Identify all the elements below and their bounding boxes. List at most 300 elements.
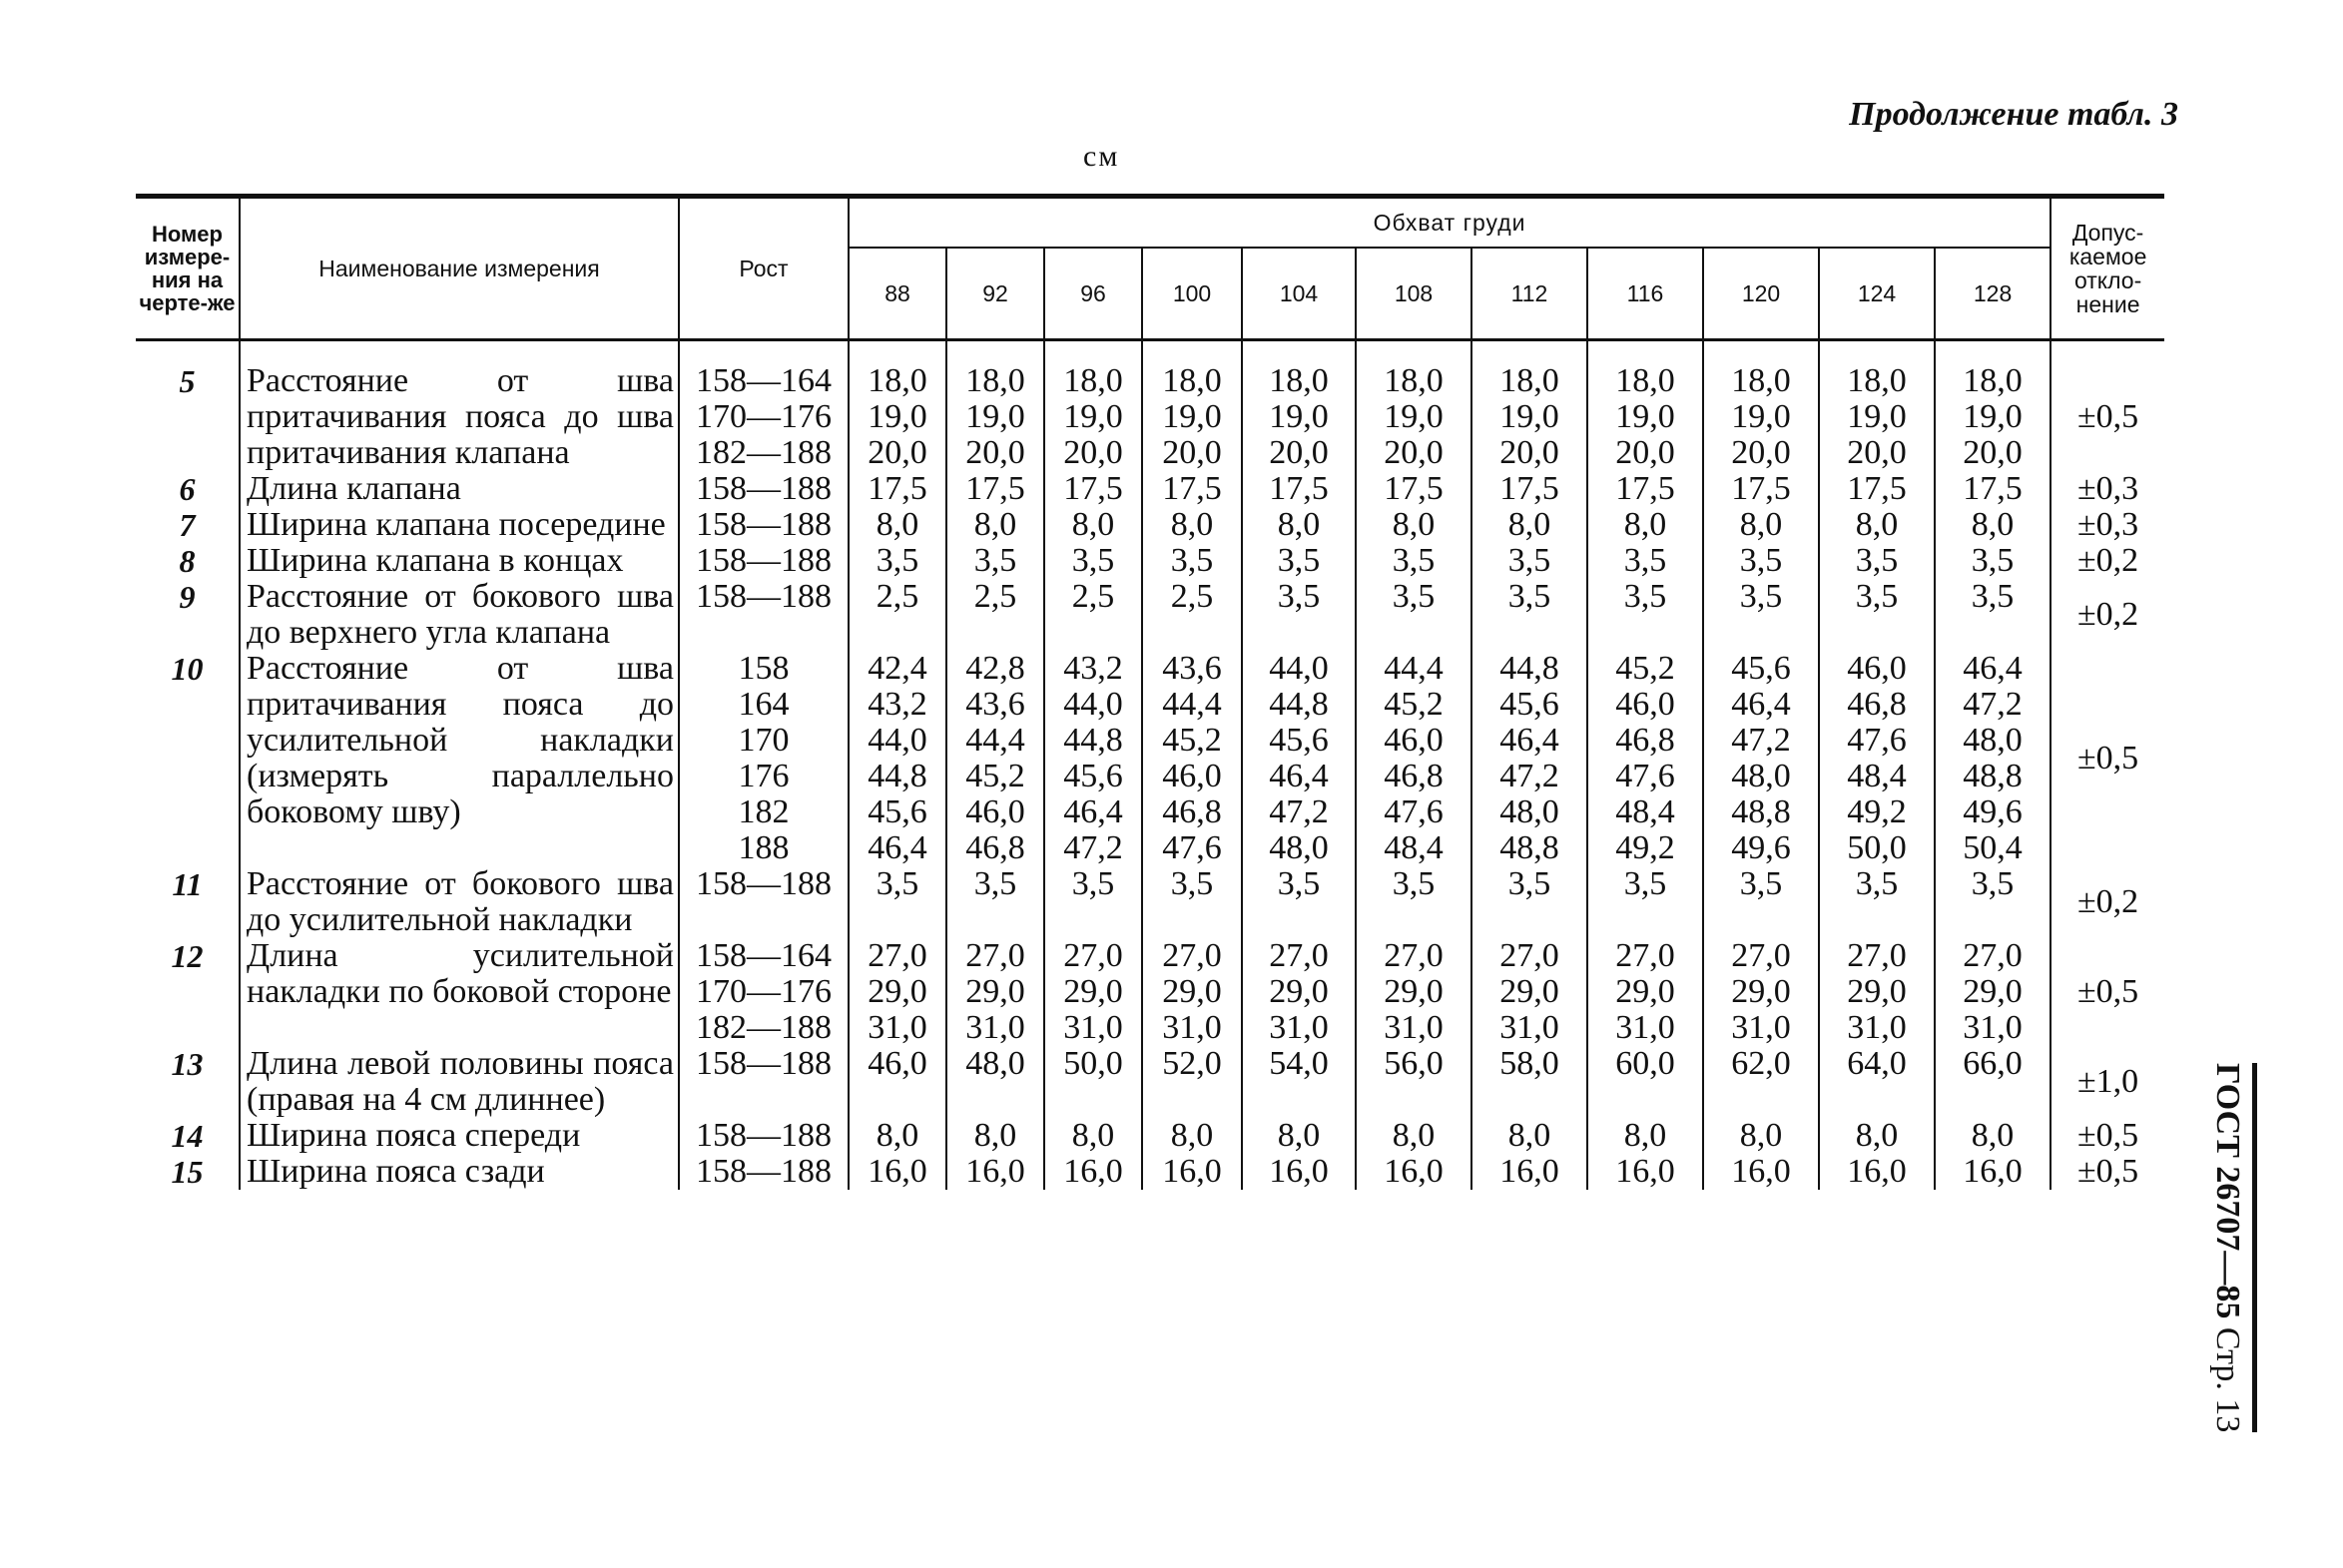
measurement-name: Ширина клапана в концах	[240, 543, 679, 579]
value-cell	[946, 579, 1044, 651]
row-number: 5	[179, 363, 196, 399]
measurement-value: 19,0	[1063, 398, 1123, 435]
value-cell	[1044, 866, 1142, 938]
value-cell	[1471, 471, 1587, 507]
measurement-value: 44,0	[1269, 650, 1329, 687]
table-row	[136, 543, 2164, 579]
height-cell	[679, 866, 849, 938]
measurement-value: 29,0	[1063, 973, 1123, 1010]
value-cell	[1819, 543, 1935, 579]
height-value: 158—188	[696, 506, 832, 543]
height-value: 158—188	[696, 865, 832, 902]
measurement-value: 18,0	[1847, 362, 1907, 399]
measurement-value: 3,5	[1623, 865, 1667, 902]
measurement-value: 46,8	[1384, 758, 1444, 794]
value-cell	[1587, 471, 1703, 507]
measurement-name: Ширина пояса сзади	[240, 1154, 679, 1192]
measurement-value: 17,5	[1847, 470, 1907, 507]
value-cell	[1471, 579, 1587, 651]
tolerance-value: ±0,5	[2050, 651, 2164, 866]
measurement-value: 20,0	[868, 434, 927, 471]
value-cell	[1356, 340, 1471, 472]
tolerance-value: ±0,5	[2050, 938, 2164, 1046]
measurement-name: Длина клапана	[240, 471, 679, 507]
measurement-value: 43,2	[1063, 650, 1123, 687]
value-cell	[1356, 1046, 1471, 1118]
height-value: 158—188	[696, 542, 832, 579]
measurement-value: 3,5	[1739, 578, 1783, 615]
value-cell	[1471, 1154, 1587, 1192]
row-number: 8	[179, 543, 196, 579]
measurement-value: 48,0	[1963, 722, 2023, 759]
height-value: 158—188	[696, 470, 832, 507]
value-cell	[1819, 471, 1935, 507]
measurement-value: 50,0	[1063, 1045, 1123, 1082]
value-cell	[1142, 938, 1242, 1046]
row-number: 13	[171, 1046, 204, 1082]
measurement-value: 3,5	[1623, 542, 1667, 579]
value-cell	[849, 543, 946, 579]
measurement-value: 48,4	[1847, 758, 1907, 794]
table-row	[136, 1046, 2164, 1118]
chest-size-header: 92	[946, 248, 1044, 340]
measurement-value: 48,8	[1963, 758, 2023, 794]
value-cell	[1471, 1046, 1587, 1118]
height-cell	[679, 651, 849, 866]
height-cell	[679, 340, 849, 472]
measurement-value: 47,2	[1063, 829, 1123, 866]
value-cell	[1703, 866, 1819, 938]
measurement-value: 20,0	[1847, 434, 1907, 471]
measurement-value: 20,0	[1615, 434, 1675, 471]
value-cell	[1471, 866, 1587, 938]
measurement-value: 19,0	[1499, 398, 1559, 435]
measurement-value: 47,6	[1847, 722, 1907, 759]
height-cell	[679, 543, 849, 579]
measurement-value: 43,2	[868, 686, 927, 723]
chest-group-header: Обхват груди	[849, 197, 2050, 249]
value-cell	[946, 543, 1044, 579]
measurement-value: 20,0	[1731, 434, 1791, 471]
measurement-value: 3,5	[1170, 542, 1214, 579]
tolerance-value: ±0,2	[2050, 543, 2164, 579]
measurement-value: 8,0	[1277, 506, 1321, 543]
measurement-value: 3,5	[1855, 542, 1899, 579]
measurement-value: 3,5	[1855, 865, 1899, 902]
height-value: 182	[738, 793, 790, 830]
measurement-value: 16,0	[1615, 1153, 1675, 1190]
measurement-value: 45,6	[1269, 722, 1329, 759]
measurement-value: 20,0	[965, 434, 1025, 471]
value-cell	[1819, 579, 1935, 651]
height-value: 158—188	[696, 1045, 832, 1082]
measurement-value: 20,0	[1384, 434, 1444, 471]
measurement-value: 29,0	[1847, 973, 1907, 1010]
measurement-value: 17,5	[1731, 470, 1791, 507]
measurement-value: 54,0	[1269, 1045, 1329, 1082]
value-cell	[1356, 1154, 1471, 1192]
measurement-value: 44,4	[1162, 686, 1222, 723]
measurement-value: 3,5	[1507, 542, 1551, 579]
chest-size-header: 116	[1587, 248, 1703, 340]
measurement-value: 52,0	[1162, 1045, 1222, 1082]
value-cell	[1142, 340, 1242, 472]
height-value: 158—188	[696, 578, 832, 615]
measurement-value: 3,5	[1392, 578, 1436, 615]
value-cell	[1242, 1118, 1356, 1154]
measurement-value: 8,0	[1507, 506, 1551, 543]
measurement-value: 18,0	[1963, 362, 2023, 399]
value-cell	[1142, 471, 1242, 507]
measurement-value: 29,0	[1731, 973, 1791, 1010]
measurement-value: 29,0	[868, 973, 927, 1010]
value-cell	[1242, 507, 1356, 543]
measurement-value: 29,0	[1162, 973, 1222, 1010]
measurement-value: 17,5	[1963, 470, 2023, 507]
measurement-value: 20,0	[1269, 434, 1329, 471]
row-number: 14	[171, 1118, 204, 1154]
measurement-value: 46,0	[1847, 650, 1907, 687]
value-cell	[1935, 938, 2050, 1046]
measurement-name: Ширина клапана посередине	[240, 507, 679, 543]
measurement-value: 44,8	[1269, 686, 1329, 723]
measurement-value: 17,5	[1384, 470, 1444, 507]
measurement-value: 31,0	[1269, 1009, 1329, 1046]
measurement-value: 3,5	[1623, 578, 1667, 615]
measurement-value: 8,0	[1623, 1117, 1667, 1154]
tolerance-value: ±0,2	[2050, 866, 2164, 938]
value-cell	[1044, 1154, 1142, 1192]
measurement-value: 46,0	[1615, 686, 1675, 723]
measurement-value: 45,2	[1615, 650, 1675, 687]
measurement-value: 3,5	[1971, 865, 2015, 902]
measurement-value: 8,0	[1855, 506, 1899, 543]
measurement-value: 64,0	[1847, 1045, 1907, 1082]
measurement-value: 3,5	[876, 542, 919, 579]
measurement-value: 45,2	[1384, 686, 1444, 723]
measurement-value: 8,0	[1071, 506, 1115, 543]
value-cell	[1356, 866, 1471, 938]
value-cell	[1703, 1154, 1819, 1192]
height-value: 158—164	[696, 937, 832, 974]
measurement-value: 3,5	[1071, 865, 1115, 902]
value-cell	[1587, 651, 1703, 866]
value-cell	[1819, 866, 1935, 938]
value-cell	[946, 866, 1044, 938]
measurement-value: 46,8	[965, 829, 1025, 866]
height-value: 182—188	[696, 1009, 832, 1046]
measurement-value: 48,0	[965, 1045, 1025, 1082]
measurement-value: 18,0	[1731, 362, 1791, 399]
measurement-value: 19,0	[1162, 398, 1222, 435]
measurement-value: 19,0	[1269, 398, 1329, 435]
value-cell	[1356, 651, 1471, 866]
chest-size-header: 100	[1142, 248, 1242, 340]
value-cell	[1819, 1154, 1935, 1192]
measurement-value: 17,5	[868, 470, 927, 507]
value-cell	[1242, 543, 1356, 579]
measurement-value: 19,0	[1963, 398, 2023, 435]
measurement-value: 48,4	[1615, 793, 1675, 830]
measurement-value: 3,5	[1392, 865, 1436, 902]
measurement-value: 46,0	[1384, 722, 1444, 759]
measurement-value: 19,0	[1384, 398, 1444, 435]
measurement-value: 3,5	[1739, 542, 1783, 579]
measurement-value: 47,2	[1731, 722, 1791, 759]
measurement-value: 31,0	[1499, 1009, 1559, 1046]
value-cell	[1587, 1154, 1703, 1192]
measurement-value: 31,0	[1963, 1009, 2023, 1046]
tolerance-value: ±1,0	[2050, 1046, 2164, 1118]
measurement-value: 45,6	[868, 793, 927, 830]
tolerance-value: ±0,5	[2050, 1154, 2164, 1192]
value-cell	[849, 651, 946, 866]
measurement-value: 45,2	[965, 758, 1025, 794]
measurement-value: 8,0	[1277, 1117, 1321, 1154]
measurement-value: 45,6	[1063, 758, 1123, 794]
measurement-value: 8,0	[1071, 1117, 1115, 1154]
measurement-value: 27,0	[1847, 937, 1907, 974]
measurement-value: 3,5	[876, 865, 919, 902]
measurement-value: 42,4	[868, 650, 927, 687]
value-cell	[849, 340, 946, 472]
value-cell	[946, 1154, 1044, 1192]
measurement-value: 49,6	[1731, 829, 1791, 866]
measurement-value: 17,5	[1162, 470, 1222, 507]
measurement-value: 16,0	[1269, 1153, 1329, 1190]
value-cell	[1587, 543, 1703, 579]
value-cell	[1935, 1046, 2050, 1118]
measurement-value: 45,6	[1731, 650, 1791, 687]
tolerance-value: ±0,2	[2050, 579, 2164, 651]
value-cell	[1142, 543, 1242, 579]
measurement-value: 47,2	[1269, 793, 1329, 830]
measurement-value: 27,0	[1384, 937, 1444, 974]
value-cell	[1471, 1118, 1587, 1154]
measurement-value: 8,0	[876, 506, 919, 543]
measurement-value: 20,0	[1499, 434, 1559, 471]
measurement-value: 46,0	[868, 1045, 927, 1082]
measurement-value: 17,5	[965, 470, 1025, 507]
value-cell	[1703, 651, 1819, 866]
measurement-value: 2,5	[876, 578, 919, 615]
measurement-value: 49,6	[1963, 793, 2023, 830]
value-cell	[1142, 1154, 1242, 1192]
measurement-value: 58,0	[1499, 1045, 1559, 1082]
measurement-value: 31,0	[1847, 1009, 1907, 1046]
height-cell	[679, 1046, 849, 1118]
measurement-name: Расстояние от шва притачивания пояса до шва притачивания клапана	[240, 340, 679, 472]
measurement-value: 19,0	[965, 398, 1025, 435]
measurement-value: 46,4	[1731, 686, 1791, 723]
chest-size-header: 124	[1819, 248, 1935, 340]
value-cell	[946, 1046, 1044, 1118]
measurement-value: 20,0	[1162, 434, 1222, 471]
measurement-value: 16,0	[1499, 1153, 1559, 1190]
value-cell	[849, 471, 946, 507]
measurement-value: 50,4	[1963, 829, 2023, 866]
measurement-value: 44,8	[1499, 650, 1559, 687]
measurement-value: 8,0	[1739, 506, 1783, 543]
height-cell	[679, 1154, 849, 1192]
measurement-value: 47,6	[1162, 829, 1222, 866]
value-cell	[1819, 938, 1935, 1046]
standard-number: ГОСТ 26707—85	[2209, 1063, 2246, 1319]
row-number: 9	[179, 579, 196, 615]
measurement-value: 60,0	[1615, 1045, 1675, 1082]
value-cell	[1356, 471, 1471, 507]
measurement-value: 44,4	[1384, 650, 1444, 687]
measurement-name: Ширина пояса спереди	[240, 1118, 679, 1154]
measurement-value: 17,5	[1615, 470, 1675, 507]
measurement-value: 16,0	[1162, 1153, 1222, 1190]
value-cell	[1587, 866, 1703, 938]
measurement-value: 16,0	[965, 1153, 1025, 1190]
height-value: 176	[738, 758, 790, 794]
value-cell	[1356, 579, 1471, 651]
value-cell	[1242, 579, 1356, 651]
measurement-value: 2,5	[973, 578, 1017, 615]
height-value: 170—176	[696, 398, 832, 435]
value-cell	[1935, 1154, 2050, 1192]
measurement-value: 47,6	[1615, 758, 1675, 794]
value-cell	[1356, 938, 1471, 1046]
value-cell	[1703, 507, 1819, 543]
value-cell	[1471, 543, 1587, 579]
measurement-value: 27,0	[1162, 937, 1222, 974]
measurement-value: 3,5	[1971, 542, 2015, 579]
tolerance-value: ±0,3	[2050, 471, 2164, 507]
value-cell	[1044, 1118, 1142, 1154]
continuation-title: Продолжение табл. 3	[1849, 96, 2178, 133]
measurement-value: 46,8	[1162, 793, 1222, 830]
measurement-value: 3,5	[1071, 542, 1115, 579]
measurement-value: 31,0	[868, 1009, 927, 1046]
measurement-value: 3,5	[1277, 542, 1321, 579]
value-cell	[1935, 507, 2050, 543]
chest-size-header: 128	[1935, 248, 2050, 340]
measurement-value: 19,0	[868, 398, 927, 435]
tolerance-value: ±0,5	[2050, 340, 2164, 472]
measurement-value: 18,0	[1162, 362, 1222, 399]
measurement-value: 31,0	[1162, 1009, 1222, 1046]
chest-size-header: 120	[1703, 248, 1819, 340]
value-cell	[1819, 651, 1935, 866]
height-value: 158	[738, 650, 790, 687]
value-cell	[1044, 507, 1142, 543]
table-body	[136, 340, 2164, 1192]
value-cell	[1242, 1046, 1356, 1118]
value-cell	[1044, 938, 1142, 1046]
measurement-value: 16,0	[1847, 1153, 1907, 1190]
value-cell	[1819, 1046, 1935, 1118]
value-cell	[1935, 543, 2050, 579]
table-row	[136, 471, 2164, 507]
value-cell	[1935, 1118, 2050, 1154]
measurement-value: 42,8	[965, 650, 1025, 687]
measurement-value: 48,0	[1731, 758, 1791, 794]
measurement-name: Длина усилительной накладки по боковой стороне	[240, 938, 679, 1046]
measurement-value: 31,0	[1615, 1009, 1675, 1046]
unit-label: см	[1083, 140, 1120, 173]
measurement-value: 18,0	[1063, 362, 1123, 399]
value-cell	[946, 651, 1044, 866]
measurement-value: 29,0	[1963, 973, 2023, 1010]
measurement-value: 27,0	[1269, 937, 1329, 974]
measurement-value: 47,2	[1963, 686, 2023, 723]
measurement-value: 8,0	[1170, 1117, 1214, 1154]
measurement-value: 31,0	[1063, 1009, 1123, 1046]
height-value: 158—188	[696, 1117, 832, 1154]
measurement-value: 27,0	[1963, 937, 2023, 974]
chest-size-header: 112	[1471, 248, 1587, 340]
measurement-value: 3,5	[1277, 865, 1321, 902]
value-cell	[1242, 866, 1356, 938]
height-value: 182—188	[696, 434, 832, 471]
tolerance-value: ±0,3	[2050, 507, 2164, 543]
measurement-value: 19,0	[1615, 398, 1675, 435]
value-cell	[1703, 938, 1819, 1046]
measurement-value: 48,8	[1499, 829, 1559, 866]
value-cell	[1242, 1154, 1356, 1192]
measurement-value: 8,0	[1623, 506, 1667, 543]
row-number: 12	[171, 938, 204, 974]
measurement-value: 3,5	[1170, 865, 1214, 902]
row-number: 15	[171, 1154, 204, 1190]
value-cell	[1587, 579, 1703, 651]
measurement-value: 8,0	[1392, 506, 1436, 543]
measurement-value: 46,4	[1499, 722, 1559, 759]
measurement-value: 17,5	[1499, 470, 1559, 507]
value-cell	[1044, 340, 1142, 472]
height-cell	[679, 579, 849, 651]
measurement-value: 47,2	[1499, 758, 1559, 794]
measurement-value: 46,4	[868, 829, 927, 866]
value-cell	[1819, 340, 1935, 472]
measurement-name: Расстояние от бокового шва до верхнего угла клапана	[240, 579, 679, 651]
measurement-value: 48,4	[1384, 829, 1444, 866]
measurement-value: 46,4	[1269, 758, 1329, 794]
value-cell	[849, 507, 946, 543]
value-cell	[1703, 1046, 1819, 1118]
measurement-value: 17,5	[1269, 470, 1329, 507]
measurement-value: 3,5	[973, 542, 1017, 579]
measurement-value: 29,0	[1384, 973, 1444, 1010]
table-row	[136, 651, 2164, 866]
col-height-header: Рост	[679, 197, 849, 340]
value-cell	[1935, 651, 2050, 866]
measurement-value: 27,0	[1731, 937, 1791, 974]
measurement-value: 47,6	[1384, 793, 1444, 830]
row-number: 6	[179, 471, 196, 507]
measurement-value: 49,2	[1615, 829, 1675, 866]
value-cell	[1819, 1118, 1935, 1154]
table-row	[136, 579, 2164, 651]
measurement-value: 48,0	[1499, 793, 1559, 830]
measurement-value: 46,4	[1963, 650, 2023, 687]
chest-size-header: 108	[1356, 248, 1471, 340]
measurement-value: 48,0	[1269, 829, 1329, 866]
measurement-value: 44,0	[868, 722, 927, 759]
height-cell	[679, 938, 849, 1046]
measurement-value: 18,0	[1615, 362, 1675, 399]
value-cell	[1044, 471, 1142, 507]
value-cell	[946, 340, 1044, 472]
measurement-value: 46,0	[1162, 758, 1222, 794]
chest-size-header: 104	[1242, 248, 1356, 340]
measurement-value: 3,5	[1277, 578, 1321, 615]
measurement-value: 29,0	[1499, 973, 1559, 1010]
